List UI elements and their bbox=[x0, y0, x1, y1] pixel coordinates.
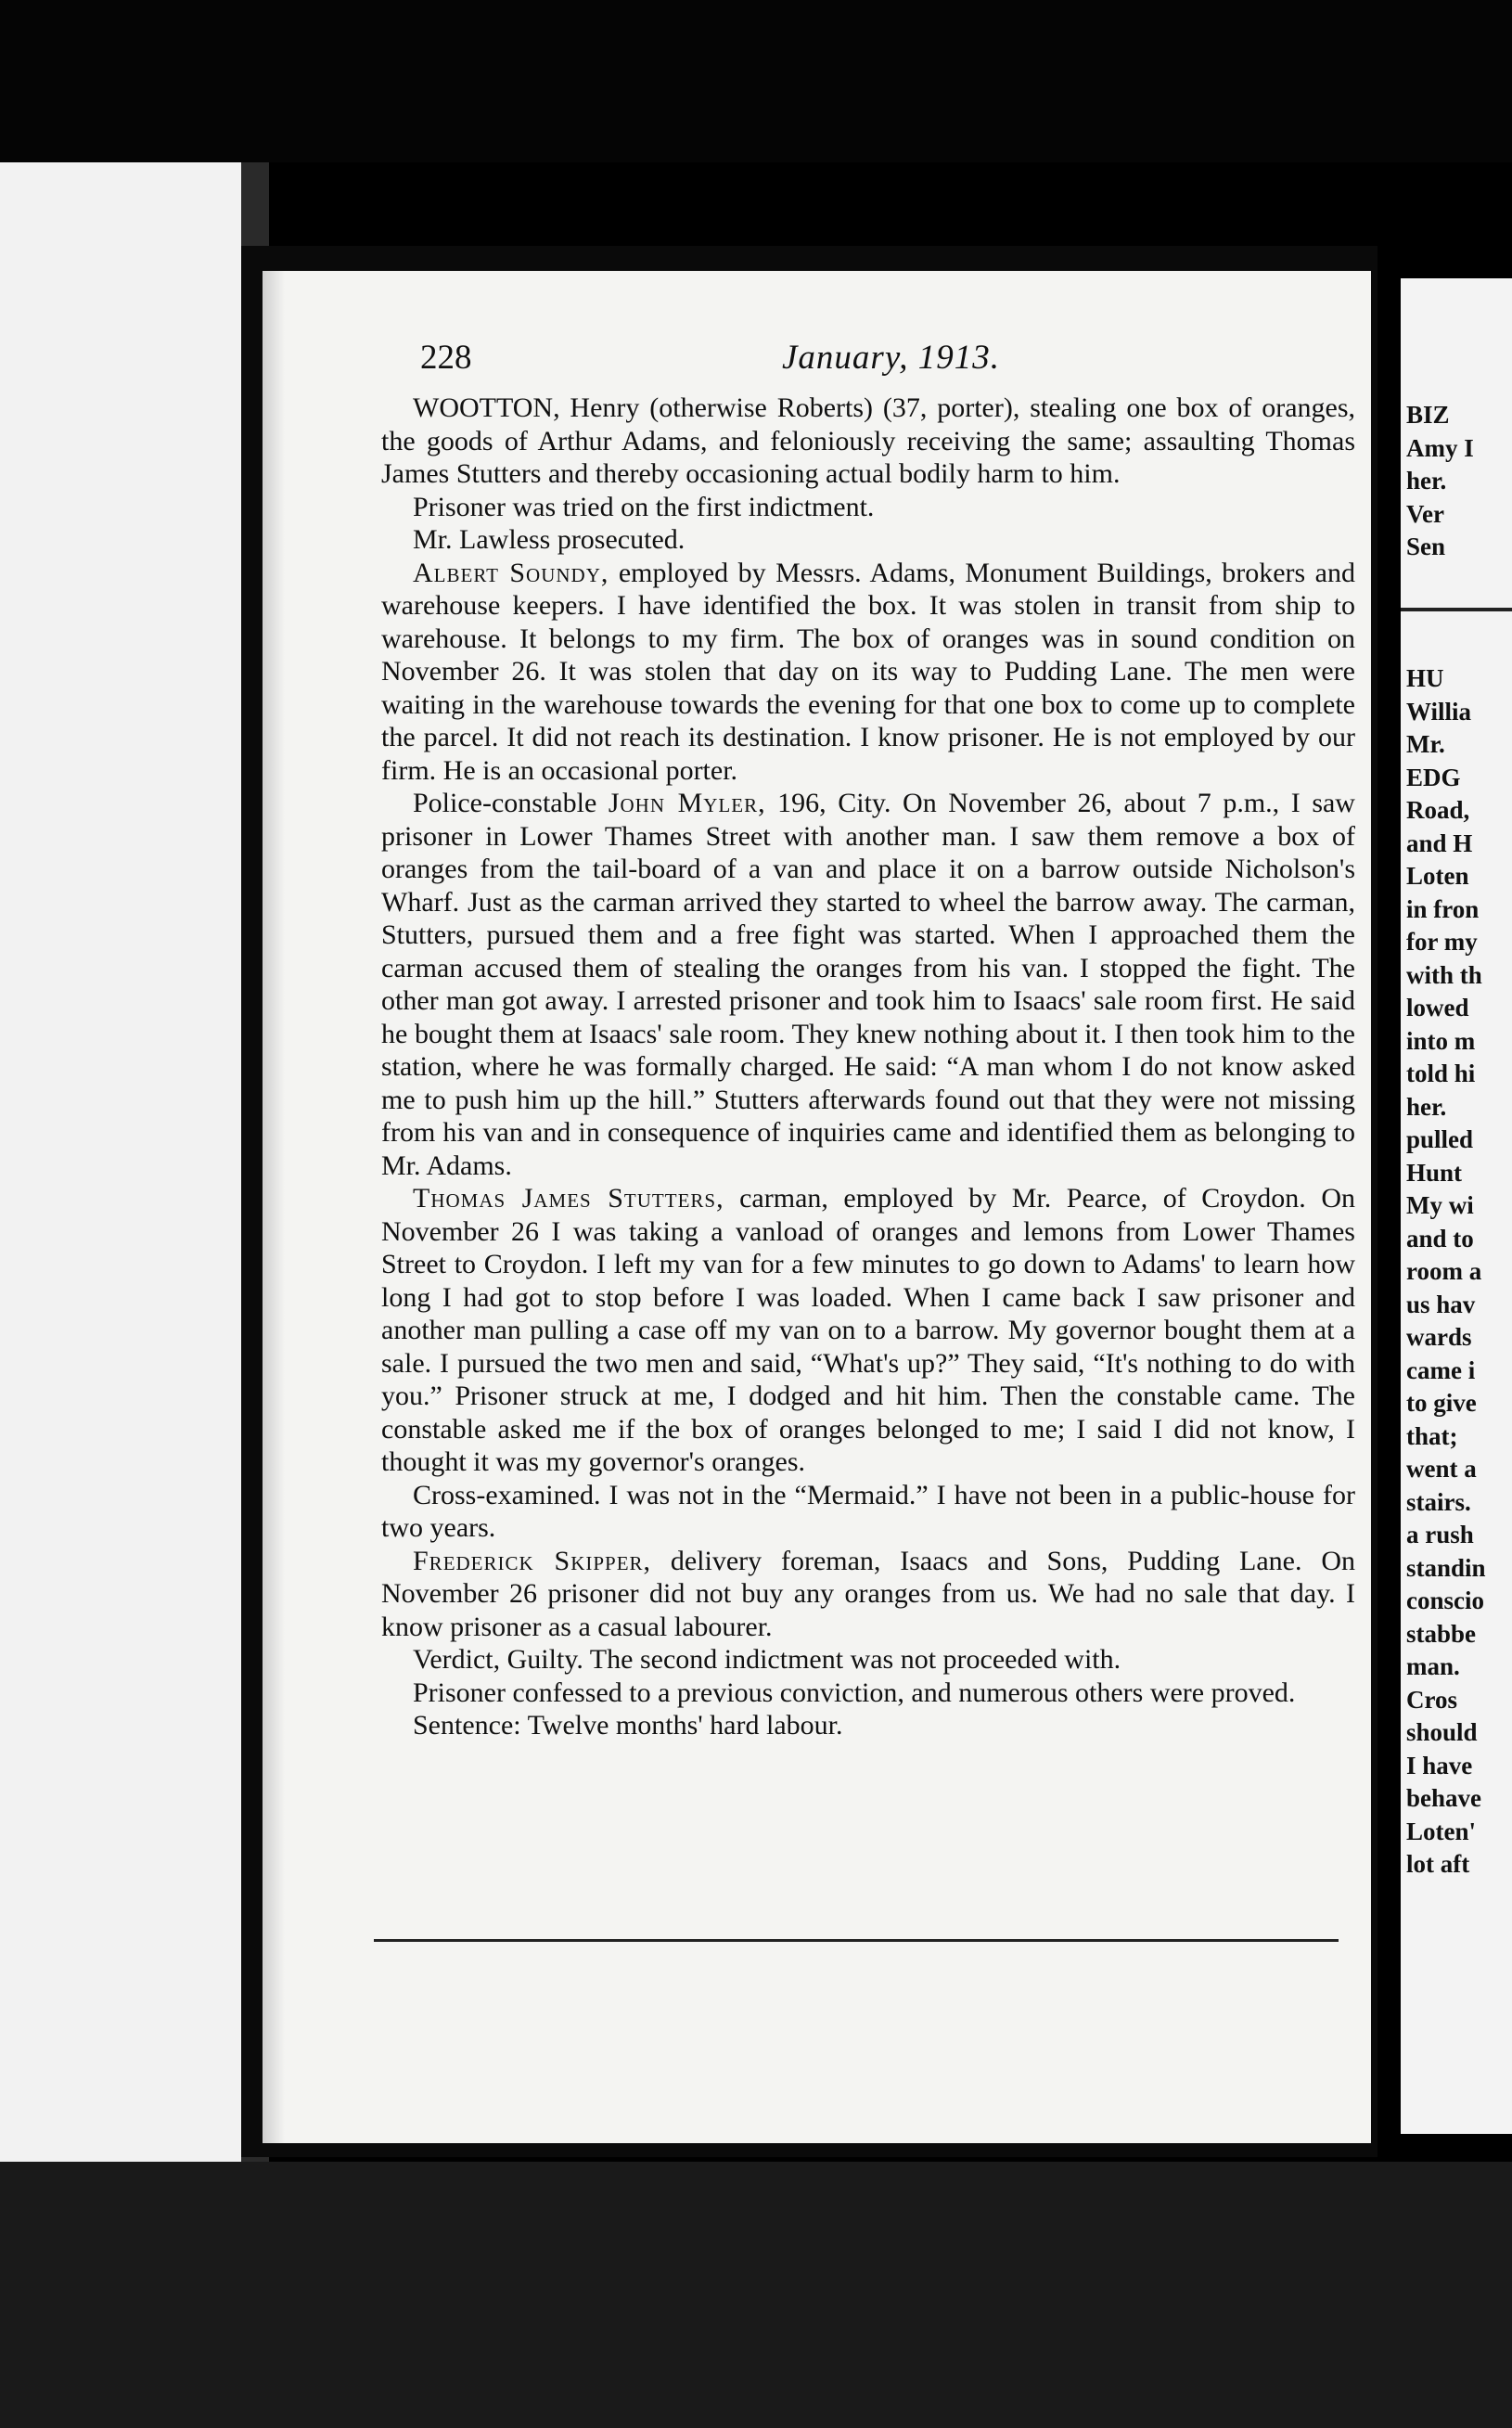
adjacent-page-line: with th bbox=[1406, 960, 1482, 989]
prosecutor-note: Mr. Lawless prosecuted. bbox=[413, 524, 686, 555]
adjacent-page-line: her. bbox=[1406, 467, 1447, 495]
witness-name: Albert Soundy, bbox=[413, 557, 609, 588]
adjacent-page-line: HU bbox=[1406, 664, 1444, 692]
adjacent-page-line: into m bbox=[1406, 1026, 1476, 1055]
previous-page-edge bbox=[0, 162, 241, 2370]
adjacent-page-line: Ver bbox=[1406, 499, 1444, 528]
page-number: 228 bbox=[420, 339, 472, 377]
adjacent-page-line: room a bbox=[1406, 1257, 1482, 1285]
witness-name: Thomas James Stutters, bbox=[413, 1183, 724, 1214]
adjacent-page-line: wards bbox=[1406, 1323, 1472, 1351]
witness-testimony: delivery foreman, Isaacs and Sons, Pudding Lane. On November 26 prisoner did not buy any oranges from us. We had no sale that day. I know prisoner as a casual labourer. bbox=[381, 1545, 1355, 1642]
previous-convictions: Prisoner confessed to a previous conviction, and numerous others were proved. bbox=[413, 1676, 1296, 1708]
adjacent-page-line: EDG bbox=[1406, 763, 1461, 791]
adjacent-page-line: Road, bbox=[1406, 796, 1470, 824]
witness-name: Frederick Skipper, bbox=[413, 1545, 652, 1576]
adjacent-page-line: stairs. bbox=[1406, 1487, 1471, 1516]
adjacent-page-line: Hunt bbox=[1406, 1158, 1463, 1187]
witness-stutters bbox=[381, 1182, 1355, 1479]
entry-divider bbox=[374, 1939, 1339, 1942]
adjacent-page-line: and H bbox=[1406, 829, 1473, 857]
adjacent-page-line: standin bbox=[1406, 1553, 1486, 1582]
adjacent-page-divider bbox=[1401, 608, 1512, 611]
adjacent-page-line: told hi bbox=[1406, 1060, 1476, 1087]
adjacent-page-line: a rush bbox=[1406, 1521, 1474, 1548]
adjacent-page-line: Mr. bbox=[1406, 730, 1445, 758]
witness-testimony: 196, City. On November 26, about 7 p.m., I saw prisoner in Lower Thames Street with another man. I saw them remove a box of oranges from the tail-board of a van and place it on a barrow outside Nicholson's Wharf. Just as the carman arrived they started to wheel the barrow away. The carman, Stutters, pursued them and a free fight was started. When I approached them the carman accused them of stealing the oranges from his van. I stopped the fight. The other man got away. I arrested prisoner and took him to Isaacs' sale room first. He said he bought them at Isaacs' sale room. They knew nothing about it. I then took him to the station, where he was formally charged. He said: “A man whom I do not know asked me to push him up the hill.” Stutters afterwards found out that they were not missing from his van and in consequence of inquiries came and identified them as belonging to Mr. Adams. bbox=[381, 788, 1355, 1181]
case-heading: WOOTTON, Henry (otherwise Roberts) (37, porter), stealing one box of oranges, the goods of Arthur Adams, and feloniously receiving the same; assaulting Thomas James Stutters and thereby occasioning actual bodily harm to him. bbox=[381, 392, 1355, 489]
witness-testimony: employed by Messrs. Adams, Monument Buildings, brokers and warehouse keepers. I have identified the box. It was stolen in transit from ship to warehouse. It belongs to my firm. The box of oranges was in sound condition on November 26. It was stolen that day on its way to Pudding Lane. The men were waiting in the warehouse towards the evening for that one box to come up to complete the parcel. It did not reach its destination. I know prisoner. He is not employed by our firm. He is an occasional porter. bbox=[381, 557, 1355, 786]
adjacent-page-line: Sen bbox=[1406, 533, 1446, 560]
adjacent-page-line: pulled bbox=[1406, 1125, 1474, 1153]
adjacent-page-line: should bbox=[1406, 1718, 1478, 1746]
witness-skipper bbox=[381, 1545, 1355, 1644]
adjacent-page-line: lowed bbox=[1406, 994, 1469, 1021]
adjacent-page-line: went a bbox=[1406, 1455, 1477, 1483]
witness-soundy bbox=[381, 557, 1355, 788]
verdict: Verdict, Guilty. The second indictment was not proceeded with. bbox=[413, 1644, 1121, 1675]
adjacent-page-line: us hav bbox=[1406, 1290, 1476, 1318]
adjacent-page-line: BIZ bbox=[1406, 401, 1450, 429]
adjacent-page-line: Amy I bbox=[1406, 433, 1474, 462]
adjacent-page-line: conscio bbox=[1406, 1587, 1484, 1614]
adjacent-page-line bbox=[1406, 630, 1512, 663]
witness-testimony: carman, employed by Mr. Pearce, of Croydon. On November 26 I was taking a vanload of oranges and lemons from Lower Thames Street to Croydon. I left my van for a few minutes to go down to Adams' to learn how long I had got to stop before I was loaded. When I came back I saw prisoner and another man pulling a case off my van on to a barrow. My governor bought them at a sale. I pursued the two men and said, “What's up?” They said, “It's nothing to do with you.” Prisoner struck at me, I dodged and hit him. Then the constable came. The constable asked me if the box of oranges belonged to me; I said I did not know, I thought it was my governor's oranges. bbox=[381, 1183, 1355, 1477]
page-gutter-shadow bbox=[263, 271, 285, 2143]
adjacent-page-line: that; bbox=[1406, 1421, 1458, 1450]
case-entry bbox=[381, 392, 1355, 1742]
adjacent-page-line: stabbe bbox=[1406, 1619, 1477, 1648]
trial-note: Prisoner was tried on the first indictment. bbox=[413, 491, 875, 522]
witness-title: Police-constable bbox=[413, 788, 609, 818]
adjacent-page-line: Loten' bbox=[1406, 1817, 1477, 1845]
adjacent-page-line bbox=[1406, 597, 1512, 630]
adjacent-page-line bbox=[1406, 564, 1512, 597]
scanner-top-border bbox=[0, 0, 1512, 162]
adjacent-page-line: came i bbox=[1406, 1355, 1476, 1384]
page-header bbox=[420, 338, 1255, 382]
adjacent-page-line: My wi bbox=[1406, 1191, 1474, 1219]
adjacent-page-line: for my bbox=[1406, 928, 1478, 956]
adjacent-page-line: man. bbox=[1406, 1652, 1460, 1680]
adjacent-page-line: to give bbox=[1406, 1389, 1477, 1417]
adjacent-page-line: behave bbox=[1406, 1784, 1481, 1812]
document-page bbox=[263, 271, 1371, 2143]
adjacent-page-text bbox=[1406, 399, 1512, 1882]
adjacent-page-line: in fron bbox=[1406, 894, 1480, 923]
adjacent-page-line: I have bbox=[1406, 1751, 1473, 1779]
adjacent-page-line: her. bbox=[1406, 1092, 1447, 1121]
adjacent-page-line: and to bbox=[1406, 1224, 1474, 1253]
adjacent-page bbox=[1401, 278, 1512, 2134]
witness-name: John Myler, bbox=[608, 788, 766, 818]
adjacent-page-line: Loten bbox=[1406, 862, 1469, 890]
scanner-bottom-border bbox=[0, 2162, 1512, 2428]
adjacent-page-line: lot aft bbox=[1406, 1850, 1470, 1878]
page-date: January, 1913. bbox=[782, 339, 1000, 377]
adjacent-page-line: Willia bbox=[1406, 697, 1472, 726]
cross-examination: Cross-examined. I was not in the “Mermaid.” I have not been in a public-house for two years. bbox=[381, 1479, 1355, 1543]
sentence: Sentence: Twelve months' hard labour. bbox=[413, 1710, 843, 1741]
adjacent-page-line: Cros bbox=[1406, 1685, 1458, 1714]
witness-myler bbox=[381, 787, 1355, 1182]
